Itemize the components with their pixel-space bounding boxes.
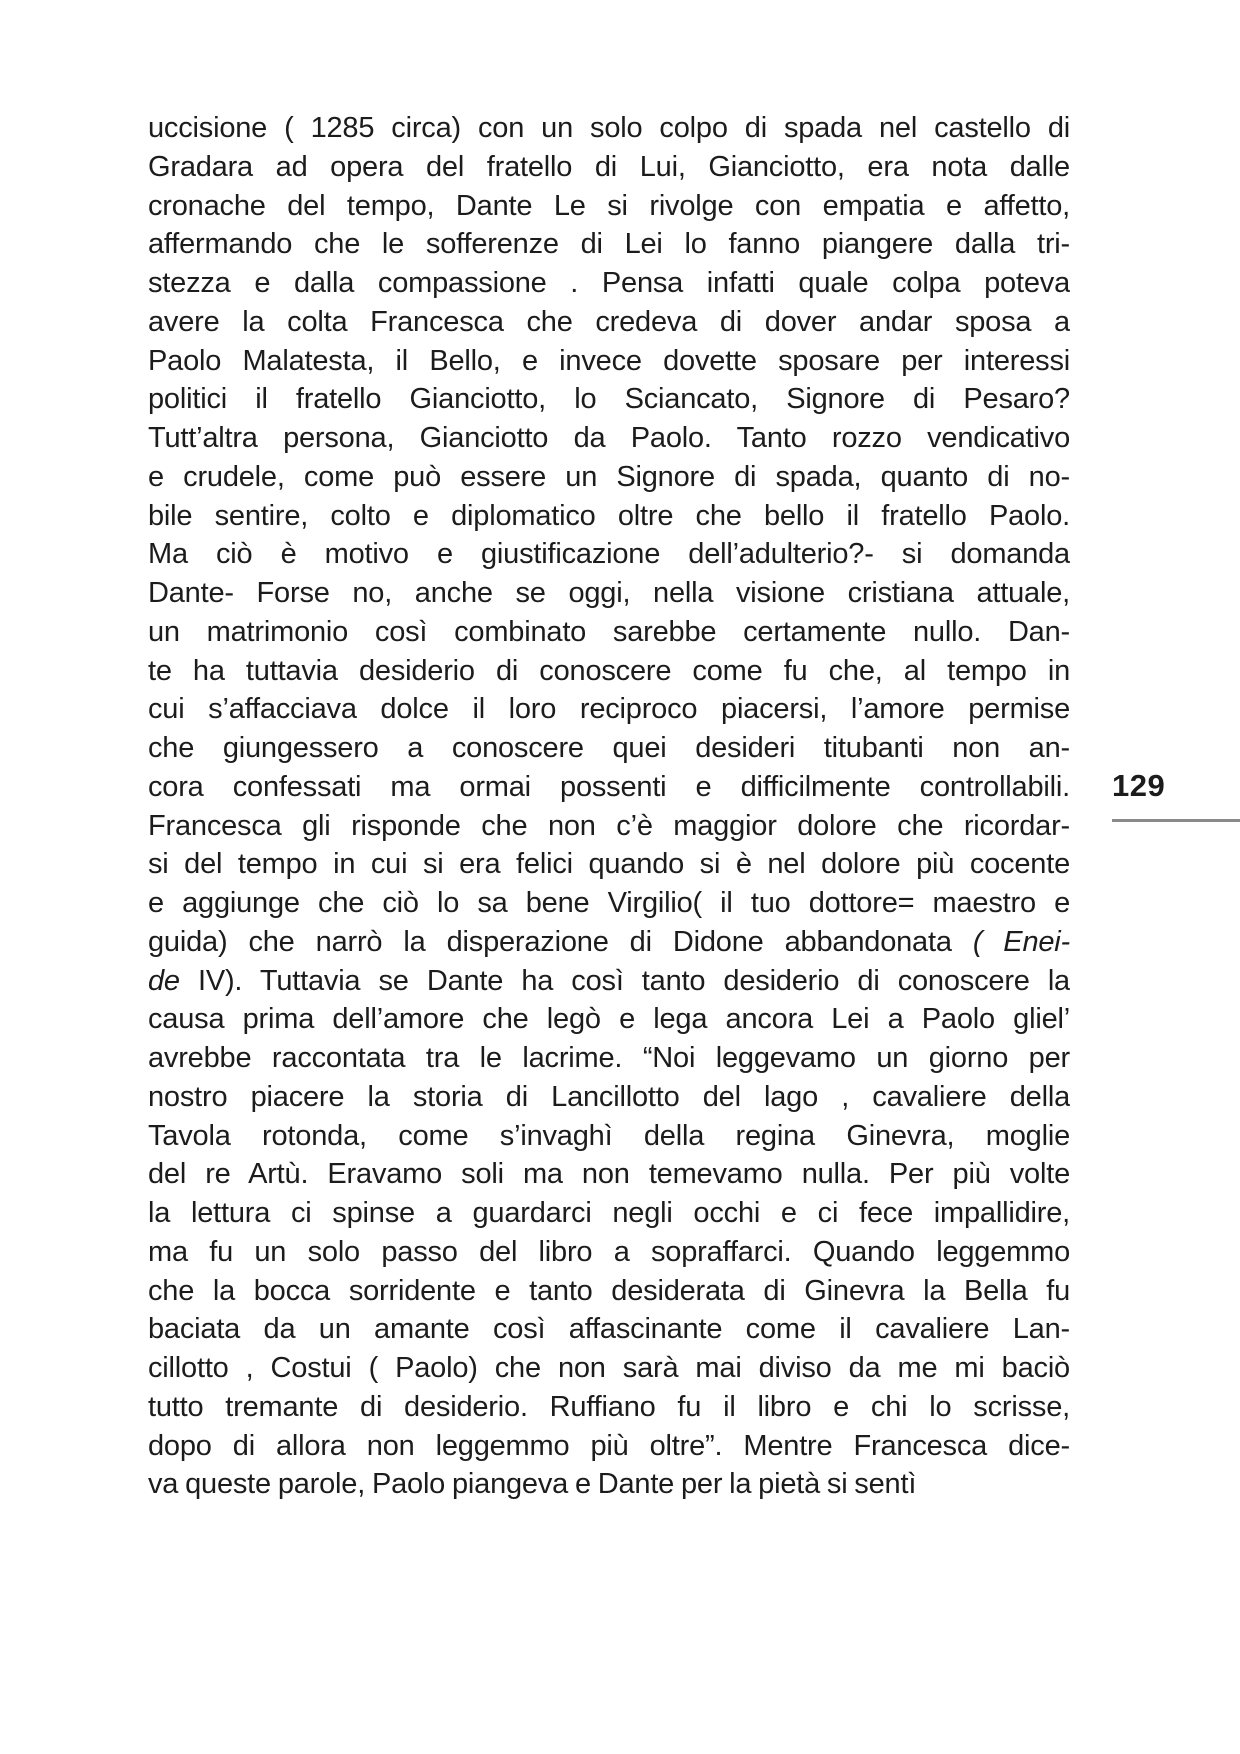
page-number-block [1112,770,1240,830]
text-line [148,1117,1070,1156]
text-run: Francesca gli risponde che non c’è maggior dolore che ricordar- [148,809,1070,842]
text-line [148,962,1070,1001]
text-line [148,458,1070,497]
text-run: nostro piacere la storia di Lancillotto del lago , cavaliere della [148,1080,1070,1113]
text-run: Tavola rotonda, come s’invaghì della regina Ginevra, moglie [148,1119,1070,1152]
text-run: e crudele, come può essere un Signore di spada, quanto di no- [148,460,1070,493]
italic-text-run: ( Enei- [972,925,1070,958]
text-line [148,652,1070,691]
text-line [148,845,1070,884]
text-line [148,1155,1070,1194]
text-run: e aggiunge che ciò lo sa bene Virgilio( il tuo dottore= maestro e [148,887,1070,919]
text-run: causa prima dell’amore che legò e lega ancora Lei a Paolo gliel’ [148,1003,1070,1036]
text-run: bile sentire, colto e diplomatico oltre che bello il fratello Paolo. [148,499,1070,532]
text-line [148,419,1070,458]
text-line [148,884,1070,923]
text-run: del re Artù. Eravamo soli ma non temevamo nulla. Per più volte [148,1158,1070,1191]
page-number: 129 [1112,768,1166,803]
text-line [148,807,1070,846]
text-run: avrebbe raccontata tra le lacrime. “Noi leggevamo un giorno per [148,1042,1070,1074]
text-line [148,1078,1070,1117]
text-line [148,574,1070,613]
text-run: Tutt’altra persona, Gianciotto da Paolo. Tanto rozzo vendicativo [148,422,1070,454]
text-line [148,1039,1070,1078]
text-run: cronache del tempo, Dante Le si rivolge con empatia e affetto, [148,189,1070,222]
text-run: la lettura ci spinse a guardarci negli occhi e ci fece impallidire, [148,1197,1070,1229]
text-line [148,1349,1070,1388]
text-line [148,380,1070,419]
text-run: che la bocca sorridente e tanto desiderata di Ginevra la Bella fu [148,1274,1070,1307]
text-run: si del tempo in cui si era felici quando si è nel dolore più cocente [148,848,1070,881]
text-run: avere la colta Francesca che credeva di dover andar sposa a [148,305,1070,338]
text-run: Ma ciò è motivo e giustificazione dell’adulterio?- si domanda [148,538,1070,571]
italic-text-run: de [148,964,180,997]
text-line [148,729,1070,768]
text-line [148,1272,1070,1311]
text-run: Gradara ad opera del fratello di Lui, Gianciotto, era nota dalle [148,150,1070,183]
text-run: stezza e dalla compassione . Pensa infatti quale colpa poteva [148,267,1070,299]
text-line [148,613,1070,652]
text-line [148,535,1070,574]
page-number-rule [1112,819,1240,822]
text-run: baciata da un amante così affascinante come il cavaliere Lan- [148,1313,1070,1346]
text-run: affermando che le sofferenze di Lei lo fanno piangere dalla tri- [148,228,1070,261]
text-line [148,497,1070,536]
text-line [148,1194,1070,1233]
text-line [148,768,1070,807]
text-line [148,1000,1070,1039]
text-run: ma fu un solo passo del libro a sopraffarci. Quando leggemmo [148,1235,1070,1268]
text-line [148,264,1070,303]
text-run: Dante- Forse no, anche se oggi, nella visione cristiana attuale, [148,577,1070,609]
text-line [148,225,1070,264]
text-line [148,690,1070,729]
text-run: Paolo Malatesta, il Bello, e invece dovette sposare per interessi [148,344,1070,377]
text-line [148,342,1070,381]
text-line [148,148,1070,187]
text-line [148,1388,1070,1427]
text-run: un matrimonio così combinato sarebbe certamente nullo. Dan- [148,615,1070,648]
body-text-paragraph [148,109,1070,1504]
text-run: dopo di allora non leggemmo più oltre”. Mentre Francesca dice- [148,1429,1070,1462]
text-run: te ha tuttavia desiderio di conoscere come fu che, al tempo in [148,654,1070,687]
text-line [148,1465,1070,1504]
text-line [148,1233,1070,1272]
text-run: IV). Tuttavia se Dante ha così tanto desiderio di conoscere la [179,964,1070,997]
text-run: cillotto , Costui ( Paolo) che non sarà mai diviso da me mi baciò [148,1352,1070,1384]
text-run: va queste parole, Paolo piangeva e Dante per la pietà si sentì [148,1468,917,1501]
text-run: guida) che narrò la disperazione di Didone abbandonata [148,925,973,958]
text-line [148,303,1070,342]
text-run: politici il fratello Gianciotto, lo Sciancato, Signore di Pesaro? [148,383,1070,416]
text-run: uccisione ( 1285 circa) con un solo colpo di spada nel castello di [148,112,1070,144]
text-line [148,923,1070,962]
text-line [148,1427,1070,1466]
text-run: tutto tremante di desiderio. Ruffiano fu il libro e chi lo scrisse, [148,1390,1070,1423]
text-line [148,187,1070,226]
text-run: cora confessati ma ormai possenti e difficilmente controllabili. [148,770,1070,803]
text-line [148,109,1070,148]
text-run: che giungessero a conoscere quei desideri titubanti non an- [148,732,1070,764]
text-line [148,1310,1070,1349]
text-run: cui s’affacciava dolce il loro reciproco piacersi, l’amore permise [148,693,1070,726]
